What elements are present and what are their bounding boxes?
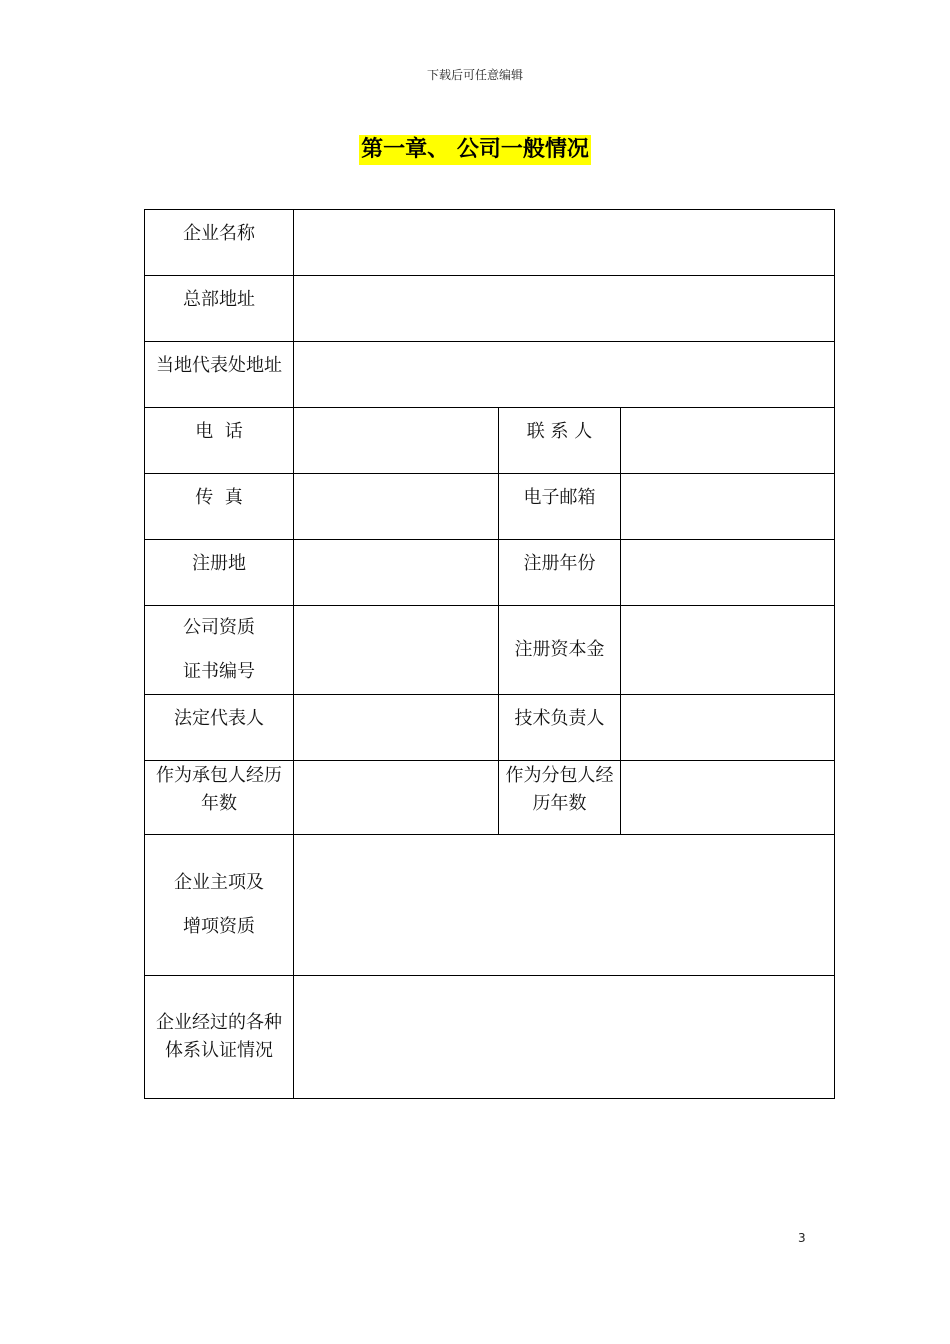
label-gc-years-line1: 作为承包人经历 [156,765,282,786]
label-legal-rep: 法定代表人 [145,695,294,761]
chapter-title: 第一章、 公司一般情况 [359,135,591,165]
label-contact: 联 系 人 [499,408,621,474]
table-row [145,761,835,835]
fax-field[interactable] [294,474,499,540]
table-row [145,210,835,276]
table-row [145,342,835,408]
label-sub-years [499,761,621,835]
label-reg-capital: 注册资本金 [499,606,621,695]
label-hq-address: 总部地址 [145,276,294,342]
reg-place-field[interactable] [294,540,499,606]
label-cert-number [145,606,294,695]
label-email: 电子邮箱 [499,474,621,540]
label-sub-years-line1: 作为分包人经 [505,765,614,786]
table-row [145,976,835,1099]
label-quals-line1: 企业主项及 [174,872,264,893]
hq-address-field[interactable] [294,276,835,342]
page-number: 3 [798,1231,806,1245]
sub-years-field[interactable] [621,761,835,835]
contact-field[interactable] [621,408,835,474]
table-row [145,276,835,342]
page-header: 下载后可任意编辑 [426,68,523,82]
label-sub-years-line2: 历年数 [532,793,587,814]
label-certifications [145,976,294,1099]
cert-number-field[interactable] [294,606,499,695]
label-certs-line1: 企业经过的各种 [156,1012,282,1033]
label-certs-line2: 体系认证情况 [165,1040,273,1061]
email-field[interactable] [621,474,835,540]
table-row [145,835,835,976]
certifications-field[interactable] [294,976,835,1099]
label-reg-year: 注册年份 [499,540,621,606]
label-local-office-address: 当地代表处地址 [145,342,294,408]
table-row [145,540,835,606]
table-row [145,408,835,474]
label-phone: 电 话 [145,408,294,474]
table-row [145,695,835,761]
label-cert-line2: 证书编号 [183,661,255,682]
table-row [145,474,835,540]
reg-capital-field[interactable] [621,606,835,695]
phone-field[interactable] [294,408,499,474]
label-reg-place: 注册地 [145,540,294,606]
label-fax: 传 真 [145,474,294,540]
tech-lead-field[interactable] [621,695,835,761]
label-gc-years [145,761,294,835]
label-qualifications [145,835,294,976]
gc-years-field[interactable] [294,761,499,835]
company-name-field[interactable] [294,210,835,276]
local-office-address-field[interactable] [294,342,835,408]
label-tech-lead: 技术负责人 [499,695,621,761]
label-cert-line1: 公司资质 [183,617,255,638]
label-quals-line2: 增项资质 [183,916,255,937]
label-gc-years-line2: 年数 [201,793,237,814]
qualifications-field[interactable] [294,835,835,976]
table-row [145,606,835,695]
legal-rep-field[interactable] [294,695,499,761]
reg-year-field[interactable] [621,540,835,606]
label-company-name: 企业名称 [145,210,294,276]
title-wrap [0,135,950,165]
company-info-table [144,209,835,1099]
